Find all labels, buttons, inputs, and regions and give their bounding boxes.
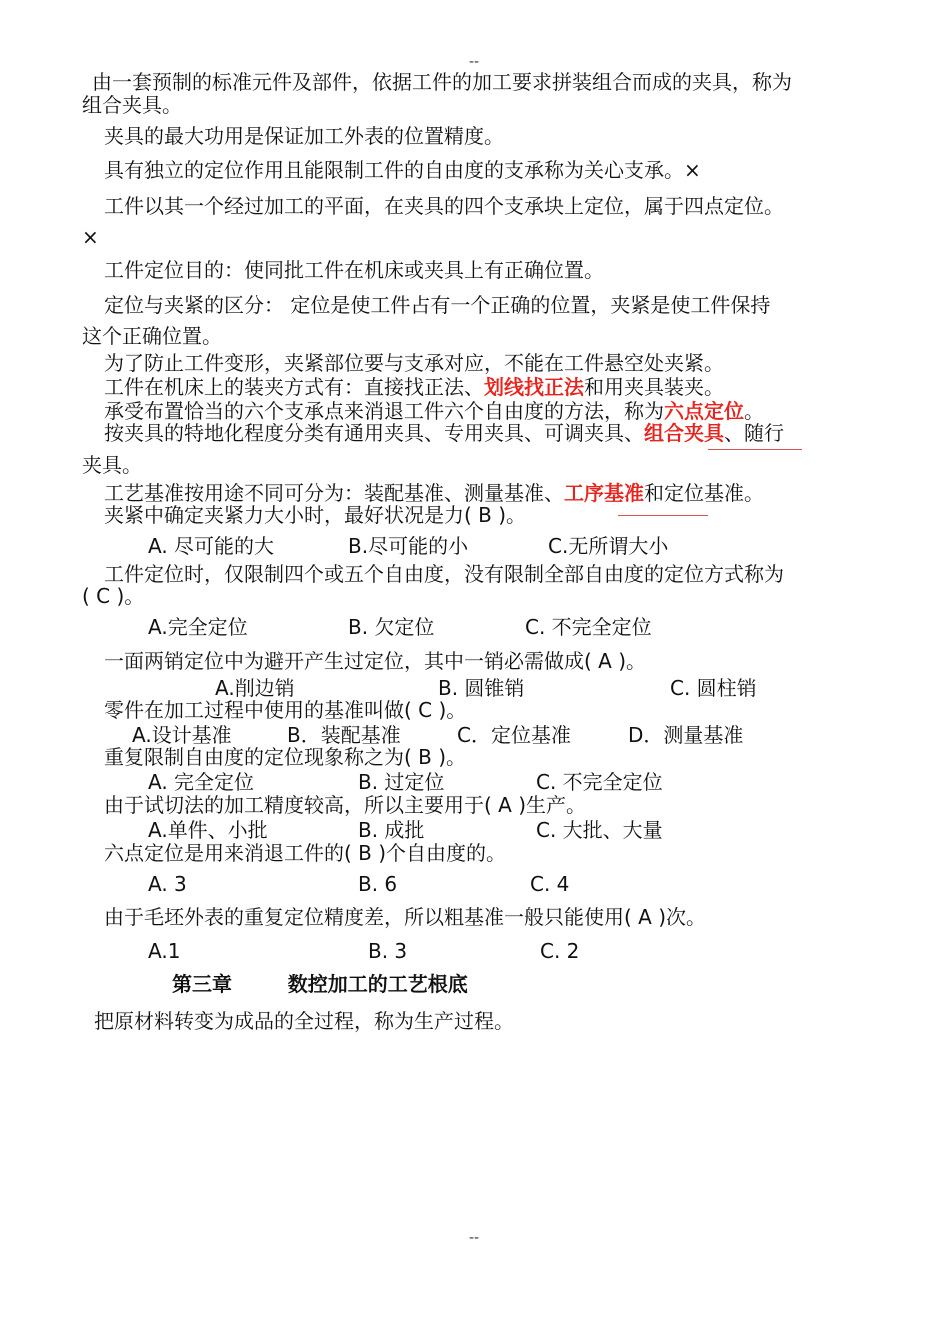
question-2-line-2: ( C )。 xyxy=(82,584,145,608)
paragraph-8 xyxy=(104,375,724,399)
question-5-option-c: C. 不完全定位 xyxy=(536,770,663,794)
question-2-line-1: 工件定位时，仅限制四个或五个自由度，没有限制全部自由度的定位方式称为 xyxy=(104,562,784,586)
paragraph-10-tail: 、随行 xyxy=(724,421,784,445)
paragraph-4-line-2: × xyxy=(82,225,99,249)
paragraph-9-tail: 。 xyxy=(744,399,764,423)
question-6-option-c: C. 大批、大量 xyxy=(536,818,663,842)
question-1-option-b: B.尽可能的小 xyxy=(348,534,469,558)
paragraph-8-tail: 和用夹具装夹。 xyxy=(584,375,724,399)
question-3-option-a: A.削边销 xyxy=(215,676,295,700)
header-mark: -- xyxy=(469,54,480,70)
question-6: 由于试切法的加工精度较高，所以主要用于( A )生产。 xyxy=(104,793,587,817)
footer-mark: -- xyxy=(469,1230,480,1246)
question-7: 六点定位是用来消退工件的( B )个自由度的。 xyxy=(104,841,507,865)
question-5-option-a: A. 完全定位 xyxy=(148,770,255,794)
paragraph-11-tail: 和定位基准。 xyxy=(644,481,764,505)
paragraph-1-line-2: 组合夹具。 xyxy=(82,93,182,117)
paragraph-9-text: 承受布置恰当的六个支承点来消退工件六个自由度的方法，称为 xyxy=(104,399,664,423)
question-4-option-c: C．定位基准 xyxy=(457,723,571,747)
paragraph-11 xyxy=(104,481,764,505)
paragraph-8-answer: 划线找正法 xyxy=(484,375,584,399)
question-5-option-b: B. 过定位 xyxy=(358,770,445,794)
question-5: 重复限制自由度的定位现象称之为( B )。 xyxy=(104,745,467,769)
paragraph-6-line-1: 定位与夹紧的区分： 定位是使工件占有一个正确的位置，夹紧是使工件保持 xyxy=(104,293,771,317)
paragraph-10-answer: 组合夹具 xyxy=(644,421,724,445)
paragraph-10-line-1 xyxy=(104,421,784,445)
question-6-option-a: A.单件、小批 xyxy=(148,818,268,842)
paragraph-3: 具有独立的定位作用且能限制工件的自由度的支承称为关心支承。× xyxy=(104,158,701,182)
paragraph-1-line-1: 由一套预制的标准元件及部件，依据工件的加工要求拼装组合而成的夹具，称为 xyxy=(92,70,792,94)
last-paragraph: 把原材料转变为成品的全过程，称为生产过程。 xyxy=(94,1009,514,1033)
question-2-option-c: C. 不完全定位 xyxy=(525,615,652,639)
question-4: 零件在加工过程中使用的基准叫做( C )。 xyxy=(104,698,467,722)
paragraph-10-line-2: 夹具。 xyxy=(82,453,142,477)
question-8: 由于毛坯外表的重复定位精度差，所以粗基准一般只能使用( A )次。 xyxy=(104,905,707,929)
paragraph-10-text: 按夹具的特地化程度分类有通用夹具、专用夹具、可调夹具、 xyxy=(104,421,644,445)
question-7-option-c: C. 4 xyxy=(530,872,570,896)
question-4-option-b: B．装配基准 xyxy=(287,723,401,747)
paragraph-9 xyxy=(104,399,764,423)
question-7-option-a: A. 3 xyxy=(148,872,187,896)
chapter-heading: 第三章 数控加工的工艺根底 xyxy=(172,972,468,996)
paragraph-11-answer: 工序基准 xyxy=(564,481,644,505)
answer-underline-2 xyxy=(618,515,708,516)
paragraph-9-answer: 六点定位 xyxy=(664,399,744,423)
question-3-option-c: C. 圆柱销 xyxy=(670,676,757,700)
question-1: 夹紧中确定夹紧力大小时，最好状况是力( B )。 xyxy=(104,503,527,527)
paragraph-8-text: 工件在机床上的装夹方式有：直接找正法、 xyxy=(104,375,484,399)
question-2-option-a: A.完全定位 xyxy=(148,615,248,639)
paragraph-4-line-1: 工件以其一个经过加工的平面，在夹具的四个支承块上定位，属于四点定位。 xyxy=(104,194,784,218)
paragraph-2: 夹具的最大功用是保证加工外表的位置精度。 xyxy=(104,124,504,148)
question-3-option-b: B. 圆锥销 xyxy=(438,676,525,700)
question-8-option-b: B. 3 xyxy=(368,939,408,963)
question-4-option-a: A.设计基准 xyxy=(132,723,232,747)
question-3: 一面两销定位中为避开产生过定位，其中一销必需做成( A )。 xyxy=(104,649,647,673)
paragraph-6-line-2: 这个正确位置。 xyxy=(82,324,222,348)
question-1-option-c: C.无所谓大小 xyxy=(548,534,669,558)
question-4-option-d: D．测量基准 xyxy=(628,723,744,747)
answer-underline-1 xyxy=(708,449,802,450)
question-1-option-a: A. 尽可能的大 xyxy=(148,534,275,558)
paragraph-7: 为了防止工件变形，夹紧部位要与支承对应，不能在工件悬空处夹紧。 xyxy=(104,351,724,375)
question-8-option-c: C. 2 xyxy=(540,939,580,963)
question-7-option-b: B. 6 xyxy=(358,872,398,896)
paragraph-5: 工件定位目的：使同批工件在机床或夹具上有正确位置。 xyxy=(104,258,604,282)
question-8-option-a: A.1 xyxy=(148,939,181,963)
question-2-option-b: B. 欠定位 xyxy=(348,615,435,639)
paragraph-11-text: 工艺基准按用途不同可分为：装配基准、测量基准、 xyxy=(104,481,564,505)
question-6-option-b: B. 成批 xyxy=(358,818,425,842)
